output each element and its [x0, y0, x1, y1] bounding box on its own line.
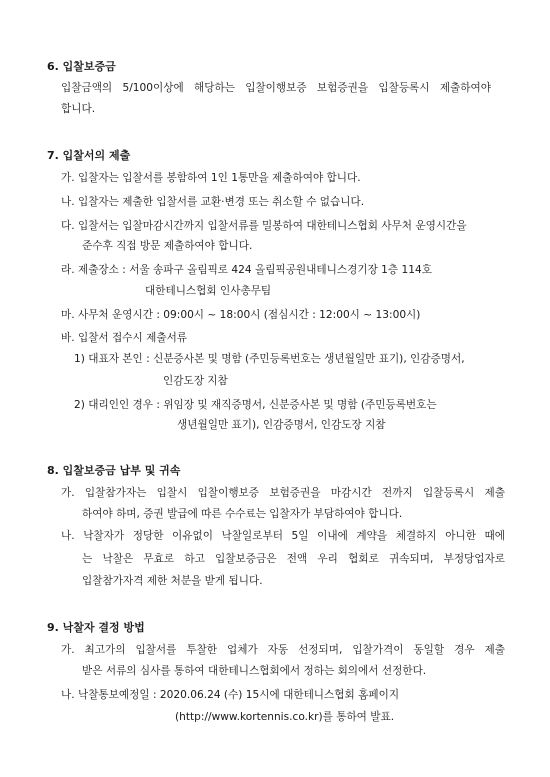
section-7-item-da-line-1: 다. 입찰서는 입찰마감시간까지 입찰서류를 밀봉하여 대한테니스협회 사무처 운영시간을: [61, 220, 467, 232]
section-7-sub-2-line-2: 생년월일만 표기), 인감증명서, 인감도장 지참: [177, 419, 386, 431]
section-8-item-ga-line-2: 하여야 하며, 증권 발급에 따른 수수료는 입찰자가 부담하여야 합니다.: [82, 508, 403, 520]
section-7-sub-1-line-2: 인감도장 지참: [163, 375, 228, 387]
section-7-item-ba: 바. 입찰서 접수시 제출서류: [61, 332, 188, 344]
section-7-sub-1-line-1: 1) 대표자 본인 : 신분증사본 및 명함 (주민등록번호는 생년월일만 표기), 인감증명서,: [74, 353, 465, 365]
section-7-item-ma: 마. 사무처 운영시간 : 09:00시 ~ 18:00시 (점심시간 : 12:00시 ~ 13:00시): [61, 309, 421, 321]
section-7-item-da-line-2: 준수후 직접 방문 제출하여야 합니다.: [82, 240, 253, 252]
section-6-line-1: 입찰금액의 5/100이상에 해당하는 입찰이행보증 보험증권을 입찰등록시 제출하여야: [61, 82, 491, 94]
section-9-heading: 9. 낙찰자 결정 방법: [47, 621, 145, 634]
section-8-item-na-line-2: 는 낙찰은 무효로 하고 입찰보증금은 전액 우리 협회로 귀속되며, 부정당업자로: [82, 553, 505, 565]
section-8-item-ga-line-1: 가. 입찰참가자는 입찰시 입찰이행보증 보험증권을 마감시간 전까지 입찰등록시 제출: [61, 487, 505, 499]
section-7-item-na: 나. 입찰자는 제출한 입찰서를 교환·변경 또는 취소할 수 없습니다.: [61, 196, 365, 208]
section-6-line-2: 합니다.: [61, 103, 96, 115]
section-9-item-ga-line-1: 가. 최고가의 입찰서를 투찰한 업체가 자동 선정되며, 입찰가격이 동일할 경우 제출: [61, 644, 505, 656]
section-8-heading: 8. 입찰보증금 납부 및 귀속: [47, 464, 181, 477]
section-9-item-ga-line-2: 받은 서류의 심사를 통하여 대한테니스협회에서 정하는 회의에서 선정한다.: [82, 665, 427, 677]
section-6-heading: 6. 입찰보증금: [47, 60, 116, 73]
section-7-item-ga: 가. 입찰자는 입찰서를 봉함하여 1인 1통만을 제출하여야 합니다.: [61, 172, 361, 184]
section-9-item-na-line-2: (http://www.kortennis.co.kr)를 통하여 발표.: [175, 711, 395, 723]
section-8-item-na-line-1: 나. 낙찰자가 정당한 이유없이 낙찰일로부터 5일 이내에 계약을 체결하지 아니한 때에: [61, 530, 505, 542]
section-7-heading: 7. 입찰서의 제출: [47, 149, 131, 162]
section-7-item-ra-line-1: 라. 제출장소 : 서울 송파구 올림픽로 424 올림픽공원내테니스경기장 1층 114호: [61, 264, 432, 276]
section-9-item-na-line-1: 나. 낙찰통보예정일 : 2020.06.24 (수) 15시에 대한테니스협회 홈페이지: [61, 689, 400, 701]
section-7-item-ra-line-2: 대한테니스협회 인사총무팀: [145, 285, 272, 297]
section-7-sub-2-line-1: 2) 대리인인 경우 : 위임장 및 재직증명서, 신분증사본 및 명함 (주민등록번호는: [74, 399, 437, 411]
section-8-item-na-line-3: 입찰참가자격 제한 처분을 받게 됩니다.: [82, 575, 263, 587]
